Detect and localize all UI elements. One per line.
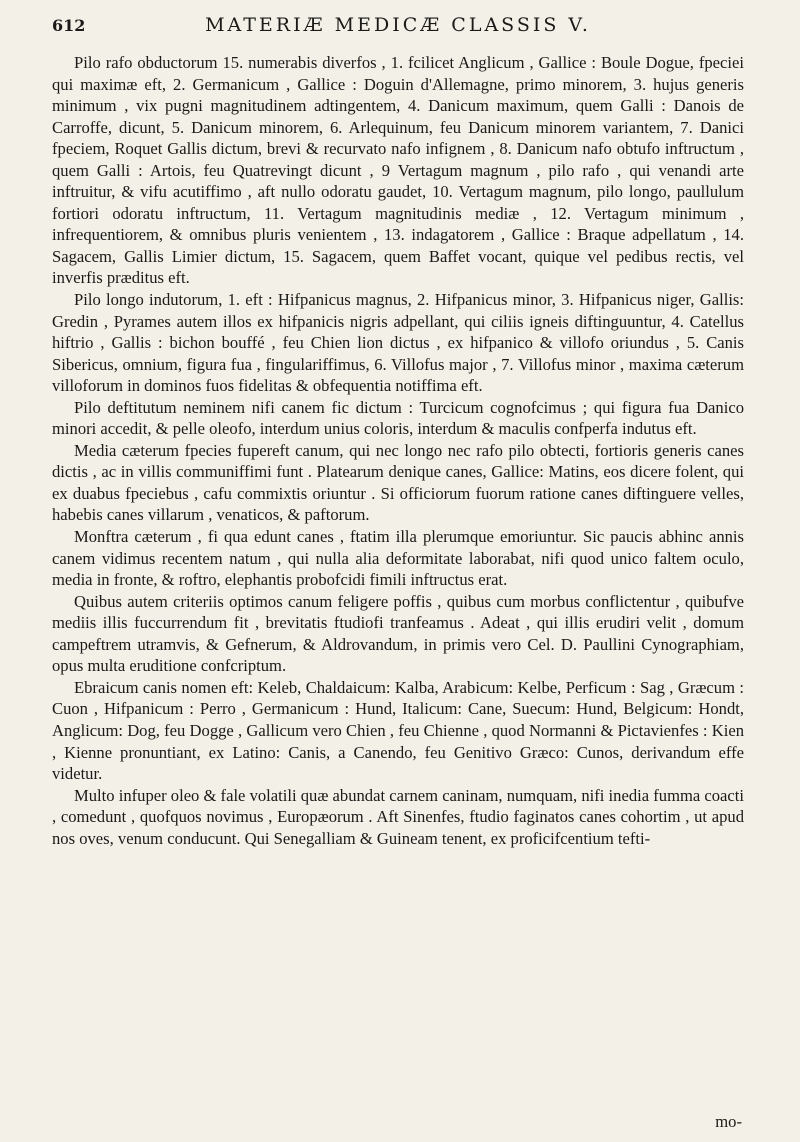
paragraph: Monftra cæterum , fi qua edunt canes , ftatim illa plerumque emoriuntur. Sic paucis abhinc annis canem vidimus recentem natum , qui nulla alia deformitate laborabat, nifi quod unico faltem oculo, media in fronte, & roftro, elephantis probofcidi fimili inftructus erat. [52, 527, 744, 590]
body-text [52, 52, 744, 849]
paragraph: Pilo deftitutum neminem nifi canem fic dictum : Turcicum cognofcimus ; qui figura fua Danico minori accedit, & pelle oleofo, interdum unius coloris, interdum & maculis confperfa indutus eft. [52, 397, 744, 439]
paragraph: Quibus autem criteriis optimos canum feligere poffis , quibus cum morbus conflictentur , quibufve mediis illis fuccurrendum fit , brevitatis ftudiofi tranfeamus . Adeat , qui illis erudiri velit , domum campeftrem utramvis, & Gefnerum, & Aldrovandum, in primis vero Cel. D. Paullini Cynographiam, opus multa eruditione confcriptum. [52, 591, 744, 676]
paragraph: Multo infuper oleo & fale volatili quæ abundat carnem caninam, numquam, nifi inedia fumma coacti , comedunt , quofquos novimus , Europæorum . Aft Sinenfes, ftudio faginatos canes cohortim , ut apud nos oves, venum conducunt. Qui Senegalliam & Guineam tenent, ex proficifcentium tefti- [52, 785, 745, 848]
page-number: 612 [52, 16, 86, 35]
paragraph: Ebraicum canis nomen eft: Keleb, Chaldaicum: Kalba, Arabicum: Kelbe, Perficum : Sag , Græcum : Cuon , Hifpanicum : Perro , Germanicum : Hund, Italicum: Cane, Suecum: Hund, Belgicum: Hondt, Anglicum: Dog, feu Dogge , Gallicum vero Chien , feu Chienne , quod Normanni & Pictavienfes : Kien , Kienne pronuntiant, ex Latino: Canis, a Canendo, feu Genitivo Græco: Cunos, derivandum effe videtur. [52, 677, 744, 784]
page-header [52, 14, 744, 48]
catchword: mo- [715, 1112, 742, 1131]
paragraph: Pilo longo indutorum, 1. eft : Hifpanicus magnus, 2. Hifpanicus minor, 3. Hifpanicus niger, Gallis: Gredin , Pyrames autem illos ex hifpanicis nigris adpellant, qui ciliis igneis diftinguuntur, 4. Catellus hiftrio , Gallis : bichon bouffé , feu Chien lion dictus , ex hifpanico & villofo oriundus , 5. Canis Sibericus, omnium, figura fua , fingulariffimus, 6. Villofus major , 7. Villofus minor , maxima cæterum villoforum in dominos fuos fidelitas & obfequentia notiffima eft. [52, 290, 744, 396]
running-head: MATERIÆ MEDICÆ CLASSIS V. [205, 14, 591, 36]
paragraph: Pilo rafo obductorum 15. numerabis diverfos , 1. fcilicet Anglicum , Gallice : Boule Dogue, fpeciei qui maximæ eft, 2. Germanicum , Gallice : Doguin d'Allemagne, primo minorem, 3. hujus generis minimum , vix pugni magnitudinem adtingentem, 4. Danicum maximum, quem Galli : Danois de Carroffe, dicunt, 5. Danicum minorem, 6. Arlequinum, feu Danicum minorem variantem, 7. Danici fpeciem, Roquet Gallis dictum, brevi & recurvato nafo infignem , 8. Danicum nafo obtufo inftructum , quem Galli : Artois, feu Quatrevingt dicunt , 9 Vertagum magnum , pilo rafo , qui venandi arte inftruitur, & vifu acutiffimo , aft nullo odoratu gaudet, 10. Vertagum magnum, pilo longo, paullulum fortiori odoratu inftructum, 11. Vertagum magnitudinis mediæ , 12. Vertagum minimum , infrequentiorem, & omnibus pluris venientem , 13. indagatorem , Gallice : Braque adpellatum , 14. Sagacem, Gallis Limier dictum, 15. Sagacem, quem Baffet vocant, quique vel pedibus rectis, vel inverfis præditus eft. [52, 53, 744, 288]
paragraph: Media cæterum fpecies fupereft canum, qui nec longo nec rafo pilo obtecti, fortioris generis canes dictis , ac in villis communiffimi funt . Platearum denique canes, Gallice: Matins, eos dicere folent, qui ex duabus fpeciebus , cafu commixtis oriuntur . Si officiorum fuorum ratione canes diftinguere velles, habebis canes villarum , venaticos, & paftorum. [52, 440, 744, 525]
